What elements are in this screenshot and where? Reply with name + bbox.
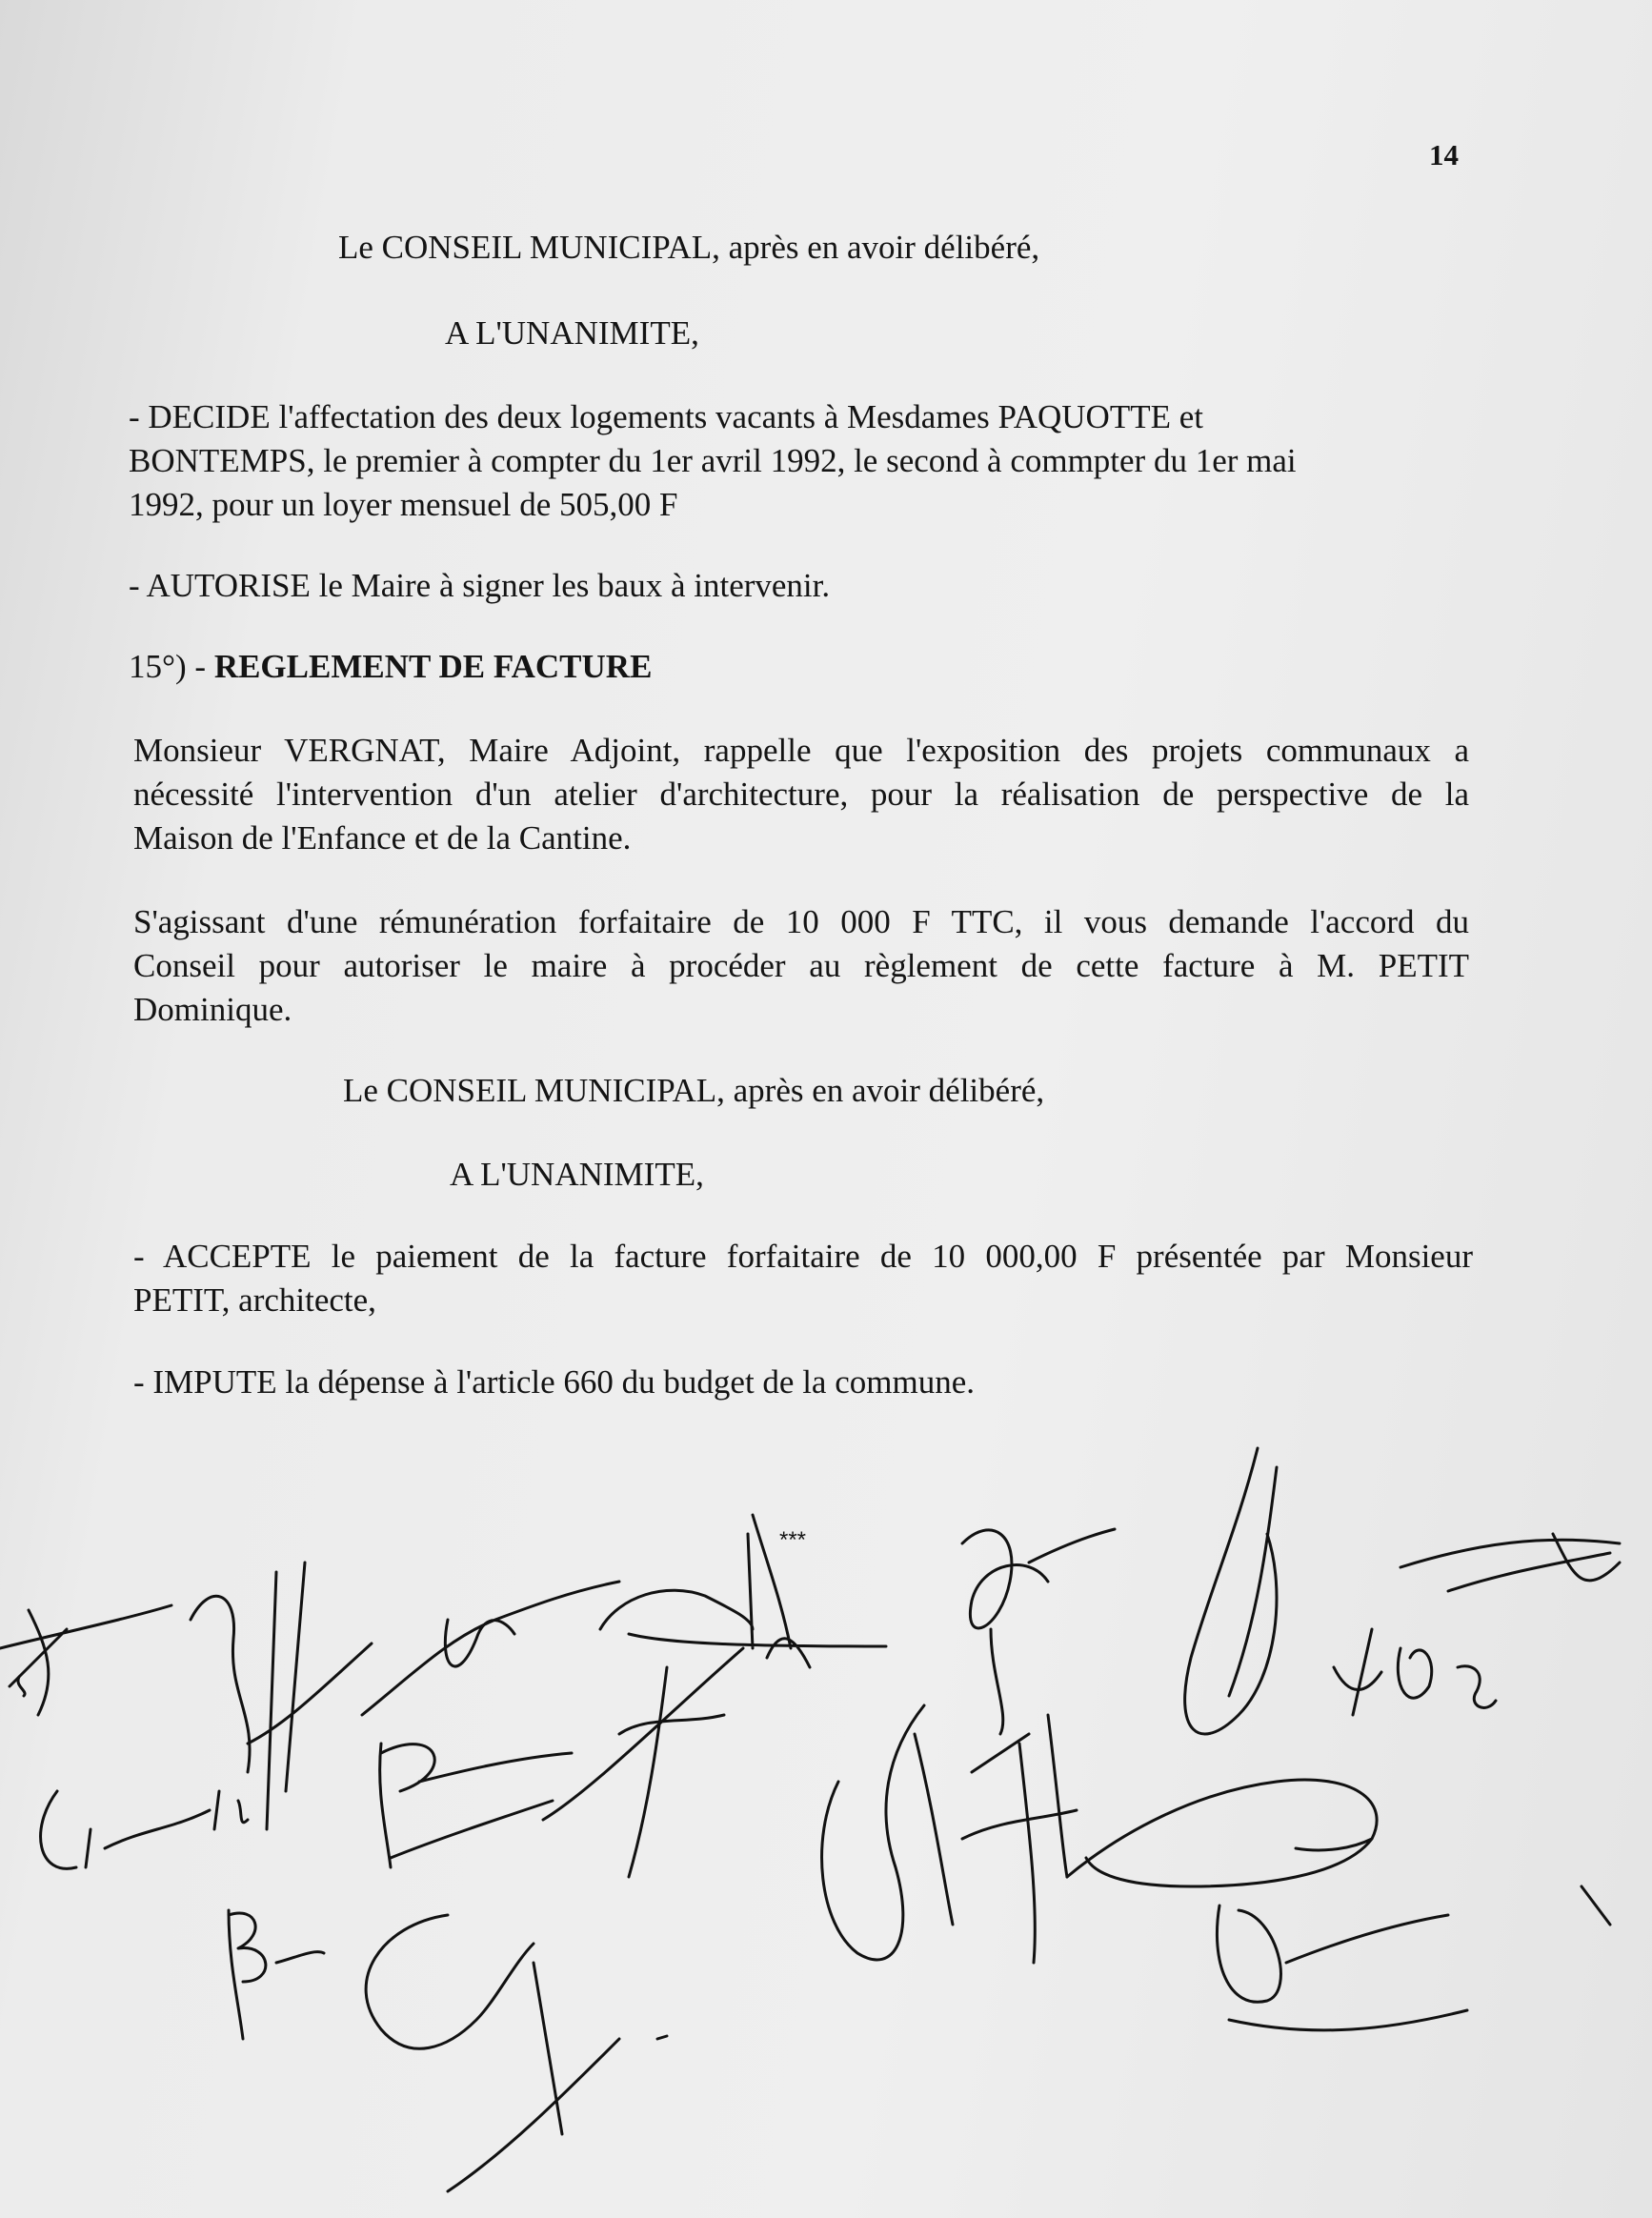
signature-10 [822,1705,953,1960]
signature-prouper [380,1744,572,1867]
para2-line-2: Conseil pour autoriser le maire à procéder au règlement de cette facture à M. PETIT [133,947,1469,984]
signature-dieu [1217,1905,1467,2030]
deliberation-heading-1: Le CONSEIL MUNICIPAL, après en avoir délibéré, [338,229,1040,266]
autorise-line: - AUTORISE le Maire à signer les baux à intervenir. [129,567,831,604]
decide-line-1: - DECIDE l'affectation des deux logements vacants à Mesdames PAQUOTTE et [129,398,1203,435]
signature-5 [962,1529,1115,1734]
signature-iode [1353,1629,1496,1715]
accepte-line-2: PETIT, architecte, [133,1281,376,1319]
vote-unanimite-2: A L'UNANIMITE, [450,1156,704,1193]
signature-12 [1067,1780,1377,1886]
para1-line-1: Monsieur VERGNAT, Maire Adjoint, rappelle que l'exposition des projets communaux a [133,732,1469,769]
deliberation-heading-2: Le CONSEIL MUNICIPAL, après en avoir délibéré, [343,1072,1045,1109]
para2-line-1: S'agissant d'une rémunération forfaitaire de 10 000 F TTC, il vous demande l'accord du [133,903,1469,940]
section-15-number: 15°) - [129,648,214,685]
section-15-heading [129,645,652,689]
decide-line-3: 1992, pour un loyer mensuel de 505,00 F [129,486,678,523]
signature-9 [366,1915,619,2191]
para1-line-3: Maison de l'Enfance et de la Cantine. [133,819,632,857]
signature-marks [18,1667,1610,2039]
section-15-title: REGLEMENT DE FACTURE [213,648,653,685]
signature-2 [191,1563,372,1829]
para1-line-2: nécessité l'intervention d'un atelier d'architecture, pour la réalisation de perspective de la [133,776,1469,813]
signature-bello [229,1910,324,2039]
signature-4 [600,1515,886,1667]
impute-line: - IMPUTE la dépense à l'article 660 du budget de la commune. [133,1363,975,1401]
signature-6 [1185,1448,1277,1734]
signatures-area [0,1429,1652,2218]
decide-line-2: BONTEMPS, le premier à compter du 1er avril 1992, le second à commpter du 1er mai [129,442,1297,479]
signature-3 [362,1582,619,1715]
para2-line-3: Dominique. [133,991,292,1028]
signature-1 [0,1605,171,1715]
signature-7 [1400,1534,1620,1591]
signature-11 [962,1715,1077,1963]
separator-stars: *** [779,1527,807,1553]
accepte-line-1: - ACCEPTE le paiement de la facture forfaitaire de 10 000,00 F présentée par Monsieur [133,1238,1473,1275]
vote-unanimite-1: A L'UNANIMITE, [445,314,699,352]
signature-8 [543,1648,743,1877]
signature-chelet [41,1791,248,1868]
page-number: 14 [1429,138,1459,171]
